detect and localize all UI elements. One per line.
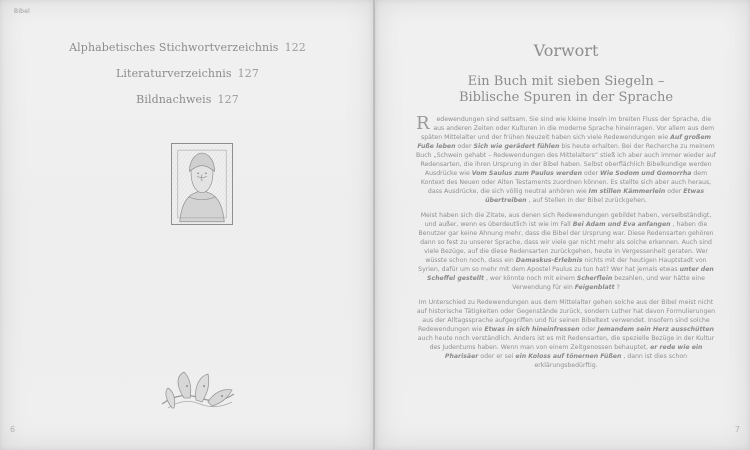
paragraph-text: nichts mit der heutigen Hauptstadt von Syrien, dafür um so mehr mit dem Apostel Paulus zu tun hat? Wer hat jemals etwas (418, 256, 707, 273)
paragraph-text: , dann ist dies schon erklärungsbedürftig. (534, 352, 688, 369)
paragraph-text: Im Unterschied zu Redewendungen aus dem Mittelalter gehen solche aus der Bibel meist nicht auf historische Tätigkeiten oder Gegenstände zurück, sondern Luther hat davon Formulierungen aus der Alltagssprache aufgegriffen und für seinen Bibeltext verwendet. Insofern sind solche Redewendungen wie (416, 298, 716, 333)
idiom: Vom Saulus zum Paulus werden (471, 170, 583, 177)
index-entry-label: Alphabetisches Stichwortverzeichnis (69, 41, 279, 54)
idiom: Bei Adam und Eva anfangen (572, 220, 671, 228)
paragraph-text: oder (457, 143, 474, 151)
page-number-right: 7 (734, 425, 740, 434)
index-entry-page: 127 (237, 67, 259, 80)
subtitle-line-1: Ein Buch mit sieben Siegeln – (467, 73, 665, 89)
index-entry-page: 122 (284, 41, 306, 54)
index-entry-label: Bildnachweis (136, 93, 212, 106)
idiom: Damaskus-Erlebnis (515, 256, 583, 264)
paragraph-text: oder (583, 170, 601, 177)
paragraph-text: Meist haben sich die Zitate, aus denen sich Redewendungen gebildet haben, verselbständigt, und außer, wenn es überdeutlich ist wie im Fall (420, 211, 712, 228)
running-header: Bibel (14, 8, 30, 15)
paragraph-text: , wer könnte noch mit einem (485, 274, 577, 282)
index-entry (0, 68, 375, 79)
foreword-content (416, 42, 716, 377)
index-entry (0, 42, 375, 53)
index-entry-label: Literaturverzeichnis (116, 67, 232, 80)
idiom: Wie Sodom und Gomorrha (600, 170, 692, 177)
paragraph-text: oder (667, 187, 684, 195)
paragraph-text: , auf Stellen in der Bibel zurückgehen. (528, 196, 647, 204)
index-entry-page: 127 (217, 93, 239, 106)
idiom: unter den Scheffel gestellt (426, 265, 714, 282)
idiom: ein Koloss auf tönernen Füßen (515, 352, 622, 360)
right-page (375, 0, 750, 450)
paragraph-text: oder (581, 325, 598, 333)
paragraph-3 (416, 299, 716, 371)
paragraph-text: oder er sei (480, 352, 516, 360)
idiom: Sich wie gerädert fühlen (473, 143, 560, 151)
paragraph-text: bezahlen, und wer hätte eine Verwendung für ein (512, 274, 705, 291)
idiom: Im stillen Kämmerlein (588, 187, 666, 195)
floral-ornament (156, 364, 240, 420)
drop-cap: R (416, 113, 430, 135)
idiom: er rede wie ein Pharisäer (444, 343, 703, 360)
paragraph-text: bis heute erhalten. Bei der Recherche zu meinem Buch „Schwein gehabt – Redewendungen des Mittelalters“ stieß ich aber auch immer wieder auf Redensarten, die ihren Ursprung in der Bibel haben. Selbst oberflächlich Bibelkundige werden Ausdrücke wie (416, 143, 716, 177)
idiom: Scherflein (576, 274, 613, 282)
paragraph-text: , haben die Benutzer gar keine Ahnung mehr, dass die Bibel der Ursprung war. Diese Redensarten gehören dann so fest zu unserer Sprache, dass wir viele gar nicht mehr als solche erkennen. Auch sind viele Bezüge, auf die diese Redensarten zurückgehen, heute in Vergessenheit geraten. Wer wüsste schon noch, dass ein (418, 220, 714, 264)
page-subtitle (416, 74, 716, 107)
subtitle-line-2: Biblische Spuren in der Sprache (458, 89, 674, 105)
paragraph-text: auch heute noch verständlich. Anders ist es mit Redensarten, die spezielle Bezüge in der Kultur des Judentums haben. Wenn man von einem Zeitgenossen behauptet, (417, 334, 715, 351)
paragraph-text: ? (616, 283, 620, 291)
index-list (0, 42, 375, 120)
paragraph-2 (416, 212, 716, 293)
paragraph-text: dem Kontext des Neuen oder Alten Testaments zuordnen können. Es stellte sich aber auch heraus, dass Ausdrücke, die sich völlig neutral anhören wie (420, 170, 712, 195)
monk-portrait-icon (172, 144, 232, 224)
index-entry (0, 94, 375, 105)
paragraph-text: edewendungen sind seltsam. Sie sind wie kleine Inseln im breiten Fluss der Sprache, die aus anderen Zeiten oder Kulturen in die moderne Sprache hineinragen. Vor allem aus dem späten Mittelalter und der frühen Neuzeit haben sich viele Redewendungen wie (421, 116, 715, 142)
idiom: Auf großem Fuße leben (417, 134, 711, 151)
idiom: Jemandem sein Herz ausschütten (597, 325, 714, 333)
idiom: Etwas übertreiben (485, 187, 705, 204)
idiom: Feigenblatt (574, 283, 615, 291)
flower-ornament-icon (156, 364, 240, 420)
paragraph-1 (416, 113, 716, 206)
idiom: Etwas in sich hineinfressen (484, 325, 580, 333)
page-title: Vorwort (533, 41, 599, 60)
portrait-engraving (171, 143, 233, 225)
page-number-left: 6 (10, 425, 16, 434)
